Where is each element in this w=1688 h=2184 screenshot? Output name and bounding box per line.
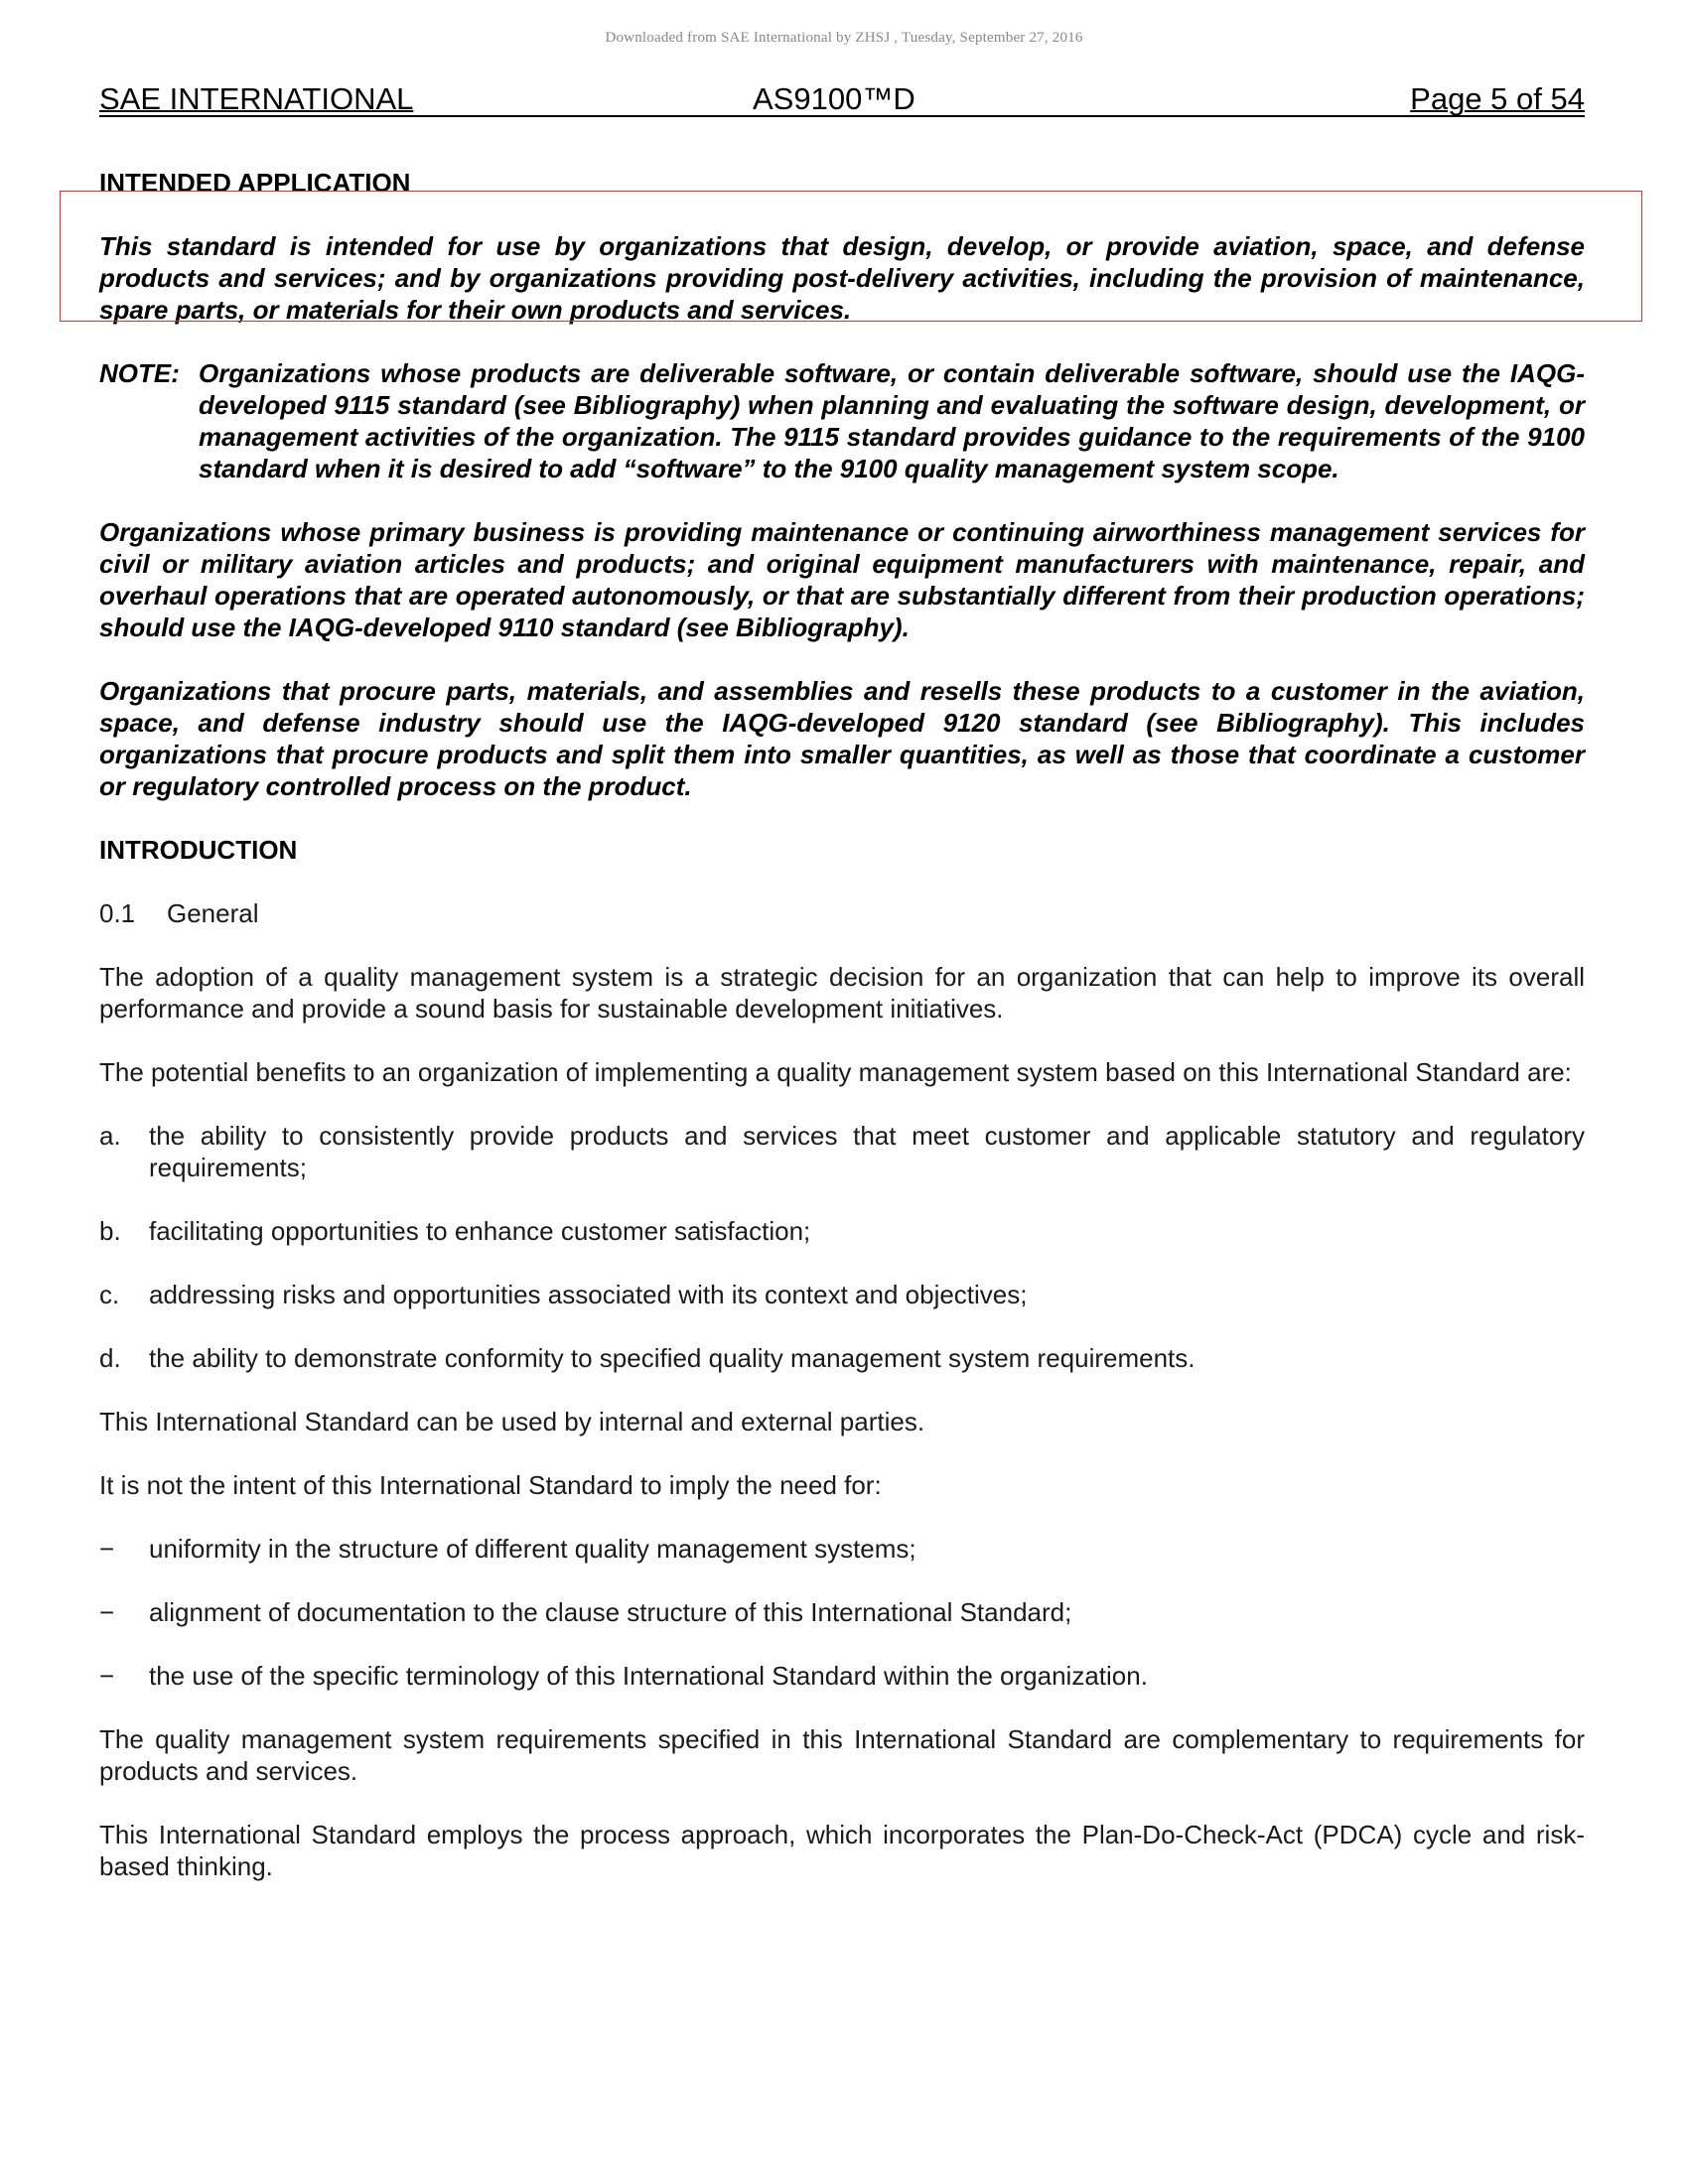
red-highlight-box (60, 191, 1642, 322)
list-marker: d. (99, 1343, 121, 1373)
note-label: NOTE: (99, 358, 180, 388)
header-org: SAE INTERNATIONAL (99, 81, 414, 116)
dash-item-text: the use of the specific terminology of this International Standard within the organization. (149, 1661, 1148, 1691)
list-marker: b. (99, 1216, 121, 1246)
maintenance-organizations-paragraph: Organizations whose primary business is providing maintenance or continuing airworthiness management services for civil or military aviation articles and products; and original equipment manufacturers with maintenance, repair, and overhaul operations that are operated autonomously, or that are substantially different from their production operations; should use the IAQG-developed 9110 standard (see Bibliography). (99, 517, 1585, 642)
list-item-text: the ability to consistently provide products and services that meet customer and applicable statutory and regulatory requirements; (149, 1121, 1585, 1182)
intended-application-heading: INTENDED APPLICATION (99, 168, 411, 198)
list-item (99, 1279, 1585, 1310)
header-page-number: Page 5 of 54 (1410, 81, 1585, 116)
introduction-heading: INTRODUCTION (99, 835, 298, 865)
dash-marker: − (99, 1534, 115, 1564)
scope-statement-text: This standard is intended for use by organizations that design, develop, or provide aviation, space, and defense products and services; and by organizations providing post-delivery activities, including the provision of maintenance, spare parts, or materials for their own products and services. (99, 231, 1585, 325)
page-content (99, 167, 1585, 1914)
list-marker: a. (99, 1121, 121, 1151)
list-item (99, 1120, 1585, 1183)
dash-item-text: uniformity in the structure of different quality management systems; (149, 1534, 916, 1564)
section-heading-general (99, 897, 1585, 929)
intro-paragraph-6: This International Standard employs the process approach, which incorporates the Plan-Do-Check-Act (PDCA) cycle and risk-based thinking. (99, 1820, 1585, 1881)
intro-paragraph-5: The quality management system requirements specified in this International Standard are complementary to requirements for products and services. (99, 1724, 1585, 1786)
intro-paragraph-1: The adoption of a quality management system is a strategic decision for an organization that can help to improve its overall performance and provide a sound basis for sustainable development initiatives. (99, 962, 1585, 1024)
dash-list-item (99, 1660, 1585, 1692)
list-item-text: addressing risks and opportunities associated with its context and objectives; (149, 1280, 1028, 1309)
section-title: General (167, 898, 259, 928)
section-number: 0.1 (99, 898, 136, 928)
list-marker: c. (99, 1280, 120, 1309)
list-item (99, 1342, 1585, 1374)
header-doc-id: AS9100™D (753, 81, 915, 116)
download-watermark: Downloaded from SAE International by ZHSJ , Tuesday, September 27, 2016 (605, 30, 1083, 46)
intro-paragraph-3: This International Standard can be used by internal and external parties. (99, 1407, 925, 1436)
note-text: Organizations whose products are deliverable software, or contain deliverable software, should use the IAQG-developed 9115 standard (see Bibliography) when planning and evaluating the software design, development, or management activities of the organization. The 9115 standard provides guidance to the requirements of the 9100 standard when it is desired to add “software” to the 9100 quality management system scope. (199, 358, 1585, 483)
dash-item-text: alignment of documentation to the clause structure of this International Standard; (149, 1597, 1072, 1627)
dash-list-item (99, 1596, 1585, 1628)
dash-list-item (99, 1533, 1585, 1565)
list-item-text: facilitating opportunities to enhance customer satisfaction; (149, 1216, 811, 1246)
dash-marker: − (99, 1597, 115, 1627)
intro-paragraph-2: The potential benefits to an organization of implementing a quality management system based on this International Standard are: (99, 1057, 1572, 1087)
distributor-organizations-paragraph: Organizations that procure parts, materials, and assemblies and resells these products to a customer in the aviation, space, and defense industry should use the IAQG-developed 9120 standard (see Bibliography). This includes organizations that procure products and split them into smaller quantities, as well as those that coordinate a customer or regulatory controlled process on the product. (99, 676, 1585, 801)
dash-marker: − (99, 1661, 115, 1691)
list-item (99, 1215, 1585, 1247)
page-header (99, 75, 1585, 117)
intro-paragraph-4: It is not the intent of this International Standard to imply the need for: (99, 1470, 882, 1500)
software-note (99, 357, 1585, 484)
highlighted-scope-statement (99, 230, 1585, 326)
list-item-text: the ability to demonstrate conformity to specified quality management system requirements. (149, 1343, 1196, 1373)
